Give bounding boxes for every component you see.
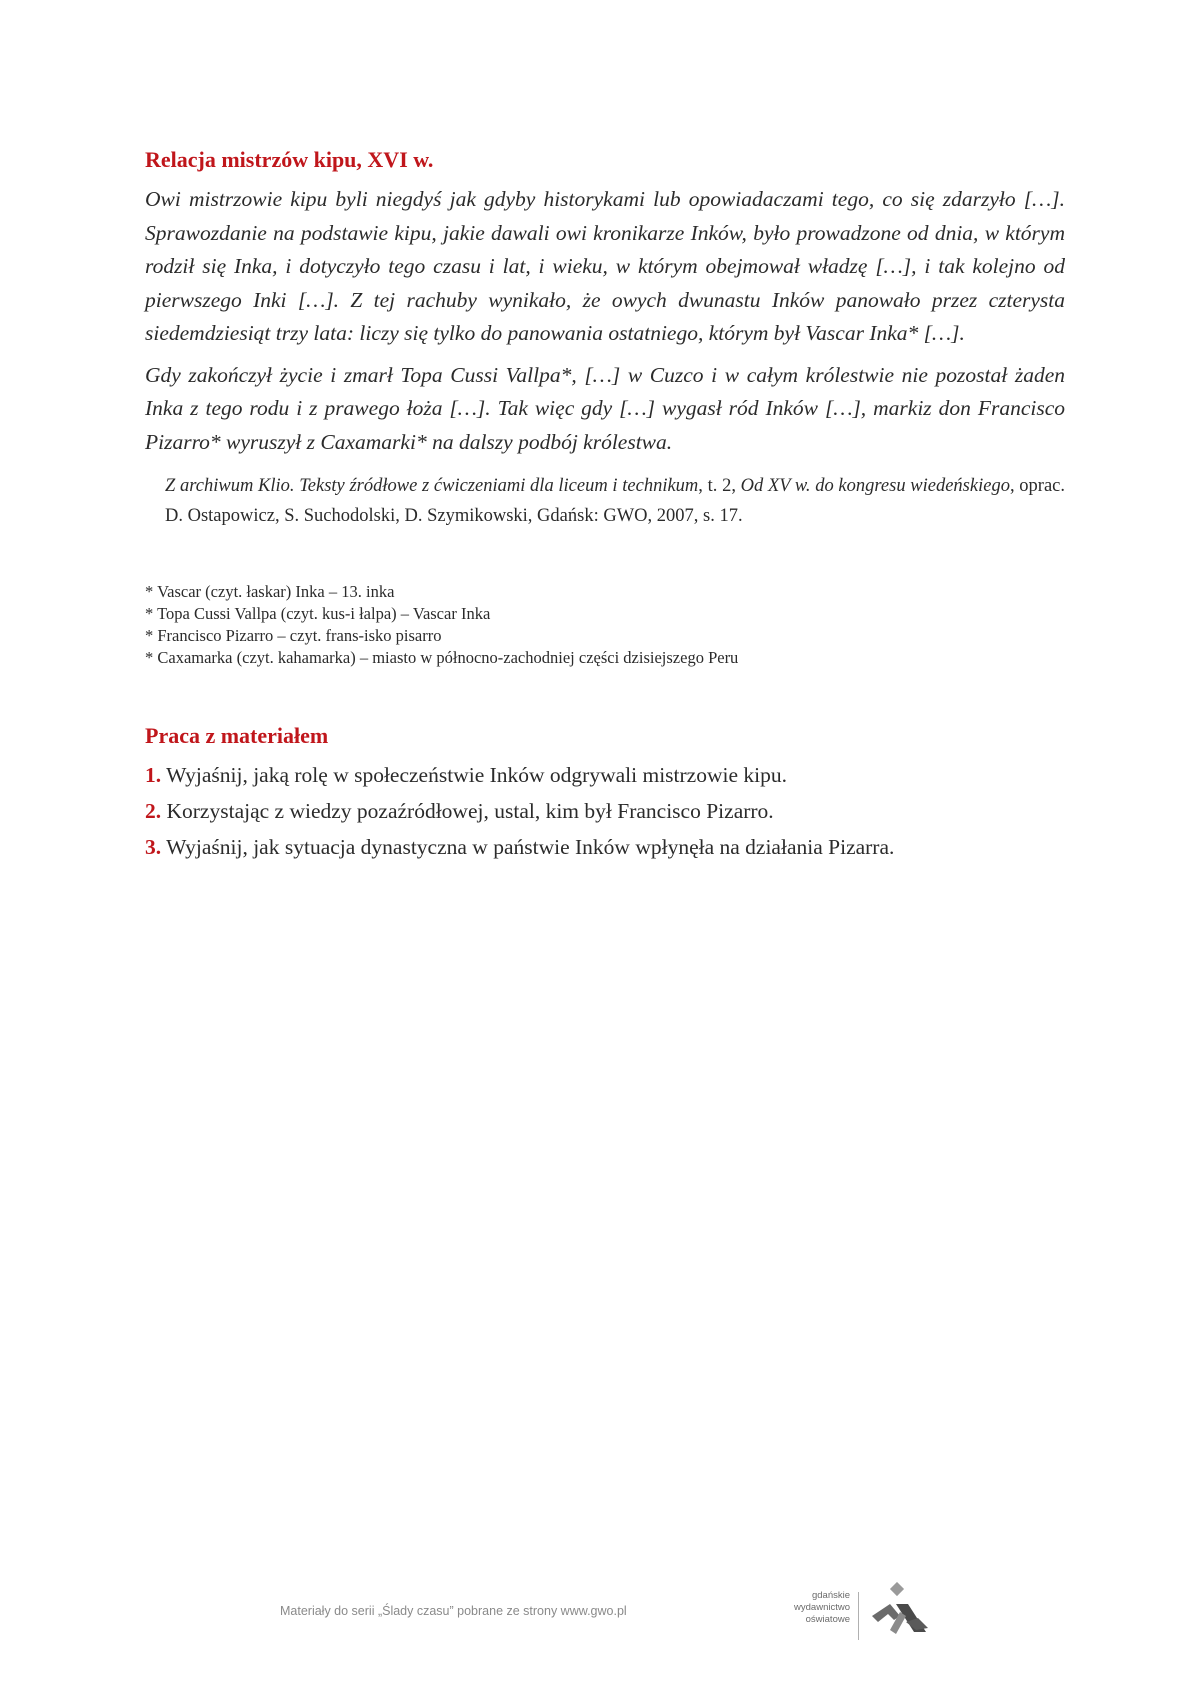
citation-title: Z archiwum Klio. Teksty źródłowe z ćwiczeniami dla liceum i technikum <box>165 476 699 496</box>
gwo-logo-icon <box>866 1582 932 1644</box>
publisher-divider <box>858 1592 859 1640</box>
quote-paragraph-1: Owi mistrzowie kipu byli niegdyś jak gdyby historykami lub opowiadaczami tego, co się zdarzyło […]. Sprawozdanie na podstawie kipu, jakie dawali owi kronikarze Inków, było prowadzone od dnia, w którym rodził się Inka, i dotyczyło tego czasu i lat, i wieku, w którym obejmował władzę […], i tak kolejno od pierwszego Inki […]. Z tej rachuby wynikało, że owych dwunastu Inków panowało przez czterysta siedemdziesiąt trzy lata: liczy się tylko do panowania ostatniego, którym był Vascar Inka* […]. <box>145 187 1065 345</box>
page-footer <box>280 1590 920 1660</box>
citation-subtitle-2: wiedeńskiego <box>910 476 1010 496</box>
quote-paragraph-2: Gdy zakończył życie i zmarł Topa Cussi Vallpa*, […] w Cuzco i w całym królestwie nie pozostał żaden Inka z tego rodu i z prawego łoża […]. Tak więc gdy […] wygasł ród Inków […], markiz don Francisco Pizarro* wyruszył z Caxamarki* na dalszy podbój królestwa. <box>145 362 1065 454</box>
task-item <box>145 829 1065 865</box>
task-number: 3. <box>145 835 162 859</box>
task-number: 1. <box>145 763 162 787</box>
task-item <box>145 757 1065 793</box>
citation-rest: , oprac. D. Ostapowicz, S. Suchodolski, D. Szymikowski, Gdańsk: GWO, 2007, s. 17. <box>165 476 1065 526</box>
publisher-line: oświatowe <box>805 1614 850 1625</box>
task-text: Wyjaśnij, jaką rolę w społeczeństwie Inków odgrywali mistrzowie kipu. <box>166 763 787 787</box>
source-quote <box>145 183 1065 459</box>
footnote-item: * Topa Cussi Vallpa (czyt. kus-i łalpa) – Vascar Inka <box>145 604 491 623</box>
tasks-heading: Praca z materiałem <box>145 723 329 748</box>
task-item <box>145 793 1065 829</box>
footnotes <box>145 581 1065 669</box>
task-list <box>145 757 1065 865</box>
footnote-item: * Francisco Pizarro – czyt. frans-isko pisarro <box>145 626 442 645</box>
task-text: Korzystając z wiedzy pozaźródłowej, ustal, kim był Francisco Pizarro. <box>166 799 774 823</box>
publisher-line: wydawnictwo <box>794 1602 850 1613</box>
footer-text: Materiały do serii „Ślady czasu” pobrane ze strony www.gwo.pl <box>280 1604 627 1618</box>
source-heading: Relacja mistrzów kipu, XVI w. <box>145 147 434 172</box>
footnote-item: * Vascar (czyt. łaskar) Inka – 13. inka <box>145 582 395 601</box>
publisher-line: gdańskie <box>811 1590 850 1601</box>
task-number: 2. <box>145 799 162 823</box>
main-content <box>145 145 1065 865</box>
source-citation <box>145 471 1065 531</box>
citation-subtitle-1: Od XV w. do kongresu <box>740 476 906 496</box>
footnote-item: * Caxamarka (czyt. kahamarka) – miasto w północno-zachodniej części dzisiejszego Peru <box>145 648 739 667</box>
task-text: Wyjaśnij, jak sytuacja dynastyczna w państwie Inków wpłynęła na działania Pizarra. <box>166 835 895 859</box>
publisher-name <box>760 1590 850 1626</box>
citation-volume: , t. 2, <box>698 476 741 496</box>
